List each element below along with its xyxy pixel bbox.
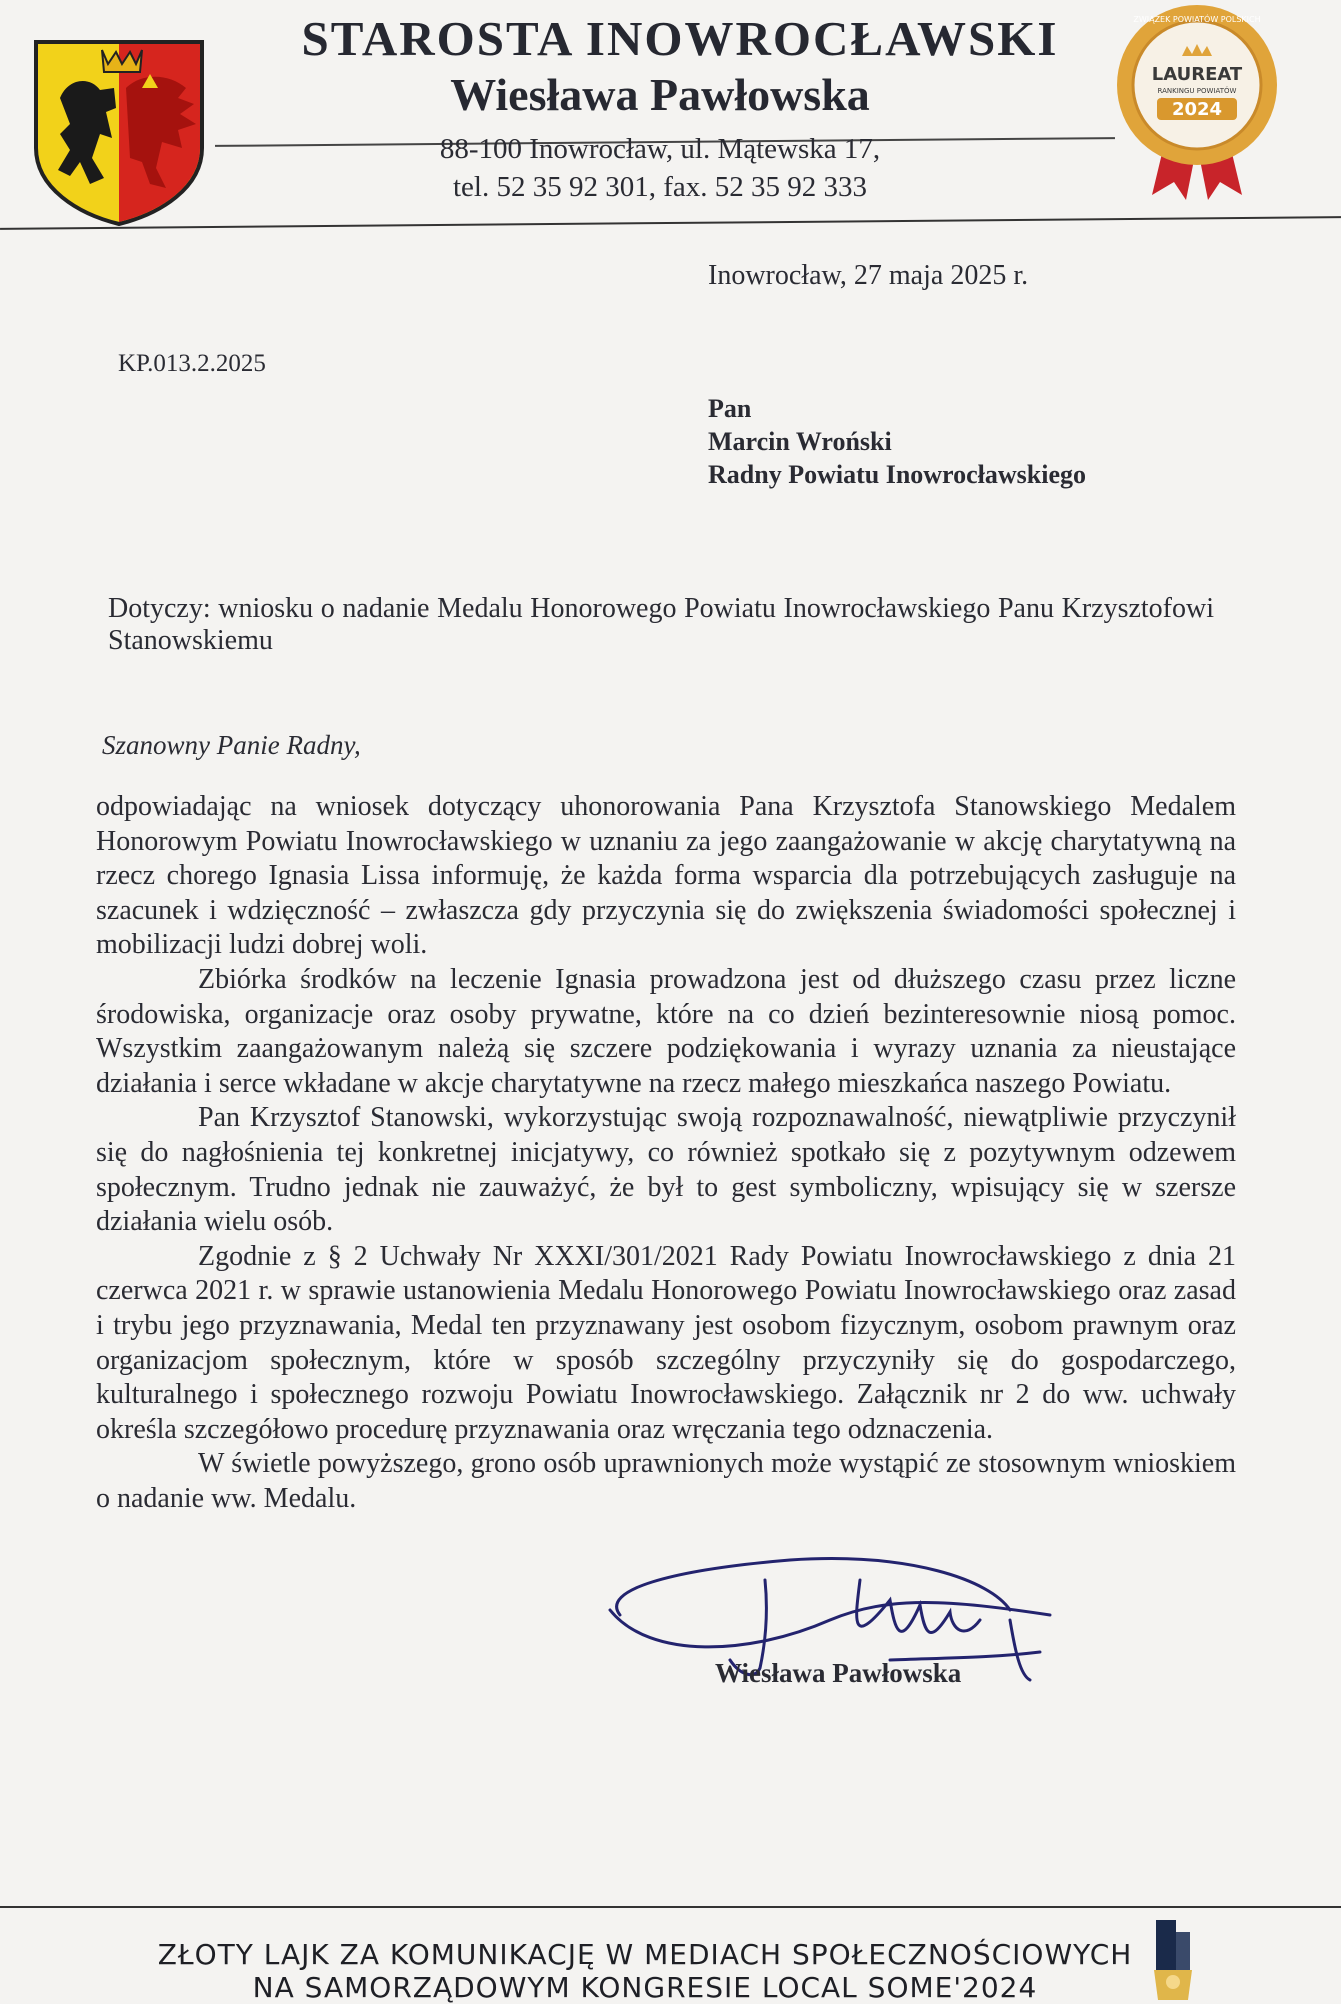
- badge-ring-text: ZWIĄZEK POWIATÓW POLSKICH: [1133, 15, 1261, 24]
- signatory-name: Wiesława Pawłowska: [715, 1658, 962, 1688]
- body-paragraph: odpowiadając na wniosek dotyczący uhonorowania Pana Krzysztofa Stanowskiego Medalem Honorowym Powiatu Inowrocławskiego w uznaniu za jego zaangażowanie w akcję charytatywną na rzecz chorego Ignasia Lissa informuję, że każda forma wsparcia dla potrzebujących zasługuje na szacunek i wdzięczność – zwłaszcza gdy przyczynia się do zwiększenia świadomości społecznej i mobilizacji ludzi dobrej woli.: [96, 791, 1236, 961]
- letter-subject: Dotyczy: wniosku o nadanie Medalu Honorowego Powiatu Inowrocławskiego Panu Krzysztofowi Stanowskiemu: [108, 593, 1214, 656]
- issuer-name: Wiesława Pawłowska: [450, 69, 870, 120]
- body-paragraph: Zbiórka środków na leczenie Ignasia prowadzona jest od dłuższego czasu przez liczne środowiska, organizacje oraz osoby prywatne, które na co dzień bezinteresownie niosą pomoc. Wszystkim zaangażowanym należą się szczere podziękowania i wyrazy uznania za nieustające działania i serce wkładane w akcje charytatywne na rzecz małego mieszkańca naszego Powiatu.: [96, 963, 1236, 1099]
- salutation: Szanowny Panie Radny,: [102, 730, 361, 760]
- badge-subtitle: RANKINGU POWIATÓW: [1157, 87, 1237, 95]
- coat-of-arms-icon: [30, 38, 208, 226]
- body-paragraph: Pan Krzysztof Stanowski, wykorzystując swoją rozpoznawalność, niewątpliwie przyczynił się do nagłośnienia tej konkretnej inicjatywy, co również spotkało się z pozytywnym odzewem społecznym. Trudno jednak nie zauważyć, że był to gest symboliczny, wpisujący się w szersze działania wielu osób.: [96, 1102, 1236, 1238]
- reference-number: KP.013.2.2025: [118, 350, 266, 377]
- footer-divider: [0, 1906, 1341, 1908]
- issuer-address: 88-100 Inowrocław, ul. Mątewska 17,: [439, 133, 881, 165]
- recipient-line: Marcin Wroński: [708, 427, 892, 456]
- letter-body: [96, 790, 1236, 1516]
- recipient-block: [708, 392, 1086, 491]
- body-paragraph: W świetle powyższego, grono osób uprawnionych może wystąpić ze stosownym wnioskiem o nadanie ww. Medalu.: [96, 1448, 1236, 1514]
- laureate-badge: [1112, 0, 1282, 205]
- badge-year: 2024: [1171, 99, 1223, 120]
- footer-line: NA SAMORZĄDOWYM KONGRESIE LOCAL SOME'2024: [252, 1971, 1038, 2004]
- recipient-line: Pan: [708, 394, 752, 423]
- issuer-title: STAROSTA INOWROCŁAWSKI: [301, 11, 1059, 66]
- issuer-contact: tel. 52 35 92 301, fax. 52 35 92 333: [452, 171, 867, 203]
- footer-line: ZŁOTY LAJK ZA KOMUNIKACJĘ W MEDIACH SPOŁECZNOŚCIOWYCH: [157, 1938, 1133, 1971]
- letter-date: Inowrocław, 27 maja 2025 r.: [708, 260, 1029, 291]
- badge-title: LAUREAT: [1151, 64, 1243, 85]
- recipient-line: Radny Powiatu Inowrocławskiego: [708, 460, 1087, 489]
- body-paragraph: Zgodnie z § 2 Uchwały Nr XXXI/301/2021 Rady Powiatu Inowrocławskiego z dnia 21 czerwca 2021 r. w sprawie ustanowienia Medalu Honorowego Powiatu Inowrocławskiego oraz zasad i trybu jego przyznawania, Medal ten przyznawany jest osobom fizycznym, osobom prawnym oraz organizacjom społecznym, które w sposób szczególny przyczyniły się do gospodarczego, kulturalnego i społecznego rozwoju Powiatu Inowrocławskiego. Załącznik nr 2 do ww. uchwały określa szczegółowo procedurę przyznawania oraz wręczania tego odznaczenia.: [96, 1240, 1236, 1445]
- footer-award: [150, 1938, 1140, 2004]
- trophy-icon: [1148, 1912, 1198, 2000]
